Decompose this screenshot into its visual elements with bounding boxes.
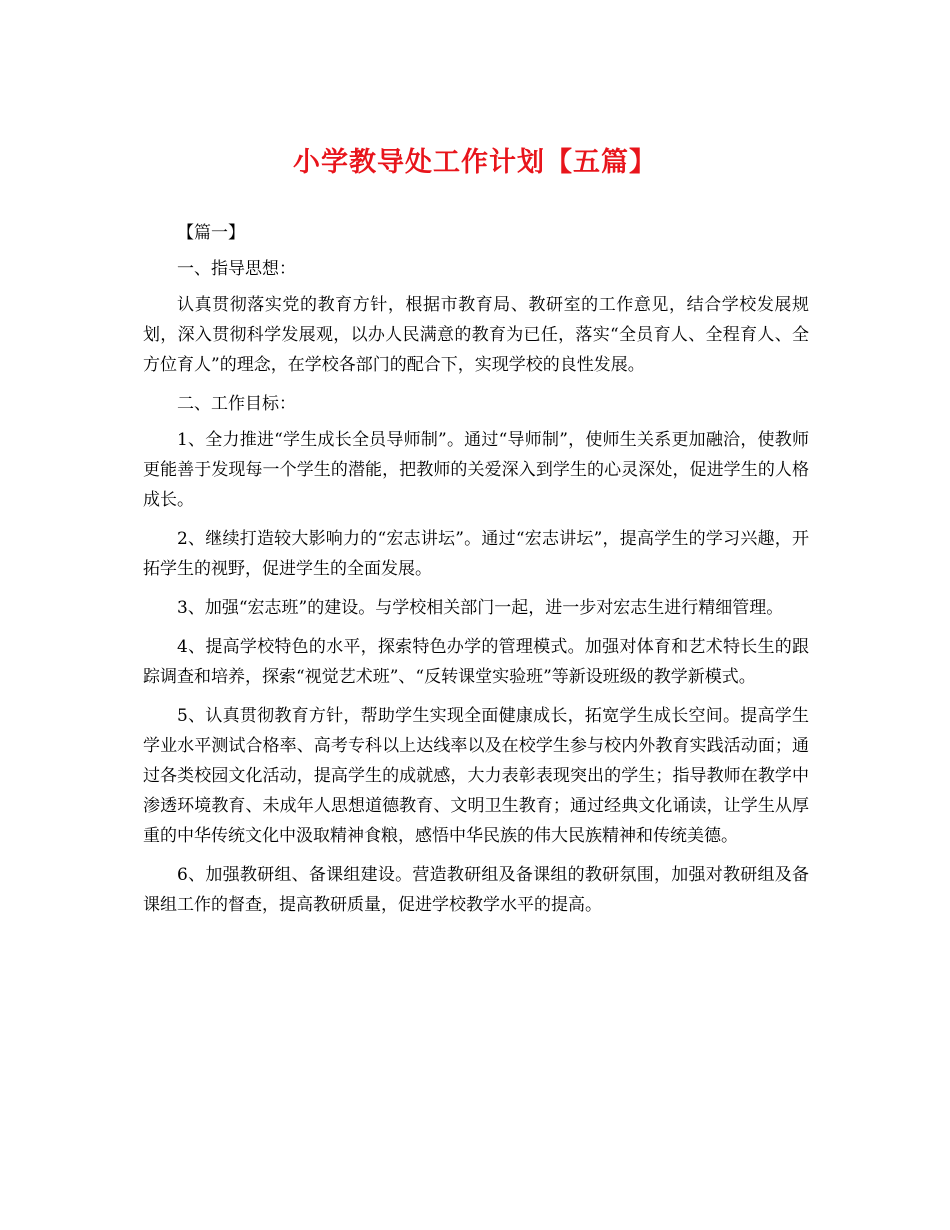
paragraph-goal-2: 2、继续打造较大影响力的“宏志讲坛”。通过“宏志讲坛”，提高学生的学习兴趣，开拓学生的视野，促进学生的全面发展。	[143, 529, 809, 579]
heading-work-goals: 二、工作目标：	[177, 394, 296, 414]
section-heading-part-one: 【篇一】	[177, 223, 245, 243]
paragraph-goal-6: 6、加强教研组、备课组建设。营造教研组及备课组的教研氛围，加强对教研组及备课组工作的督查，提高教研质量，促进学校教学水平的提高。	[143, 865, 809, 915]
document-body	[143, 218, 809, 929]
heading-guiding-ideology: 一、指导思想：	[177, 259, 296, 279]
paragraph-goal-3: 3、加强“宏志班”的建设。与学校相关部门一起，进一步对宏志生进行精细管理。	[177, 598, 784, 618]
paragraph-guiding-ideology: 认真贯彻落实党的教育方针，根据市教育局、教研室的工作意见，结合学校发展规划，深入贯彻科学发展观，以办人民满意的教育为已任，落实“全员育人、全程育人、全方位育人”的理念，在学校各部门的配合下，实现学校的良性发展。	[143, 295, 809, 375]
paragraph-goal-4: 4、提高学校特色的水平，探索特色办学的管理模式。加强对体育和艺术特长生的跟踪调查和培养，探索“视觉艺术班”、“反转课堂实验班”等新设班级的教学新模式。	[143, 637, 809, 687]
paragraph-goal-1: 1、全力推进“学生成长全员导师制”。通过“导师制”，使师生关系更加融洽，使教师更能善于发现每一个学生的潜能，把教师的关爱深入到学生的心灵深处，促进学生的人格成长。	[143, 430, 809, 510]
document-title: 小学教导处工作计划【五篇】	[293, 147, 657, 178]
paragraph-goal-5: 5、认真贯彻教育方针，帮助学生实现全面健康成长，拓宽学生成长空间。提高学生学业水平测试合格率、高考专科以上达线率以及在校学生参与校内外教育实践活动面；通过各类校园文化活动，提高学生的成就感，大力表彰表现突出的学生；指导教师在教学中渗透环境教育、未成年人思想道德教育、文明卫生教育；通过经典文化诵读，让学生从厚重的中华传统文化中汲取精神食粮，感悟中华民族的伟大民族精神和传统美德。	[143, 706, 809, 846]
